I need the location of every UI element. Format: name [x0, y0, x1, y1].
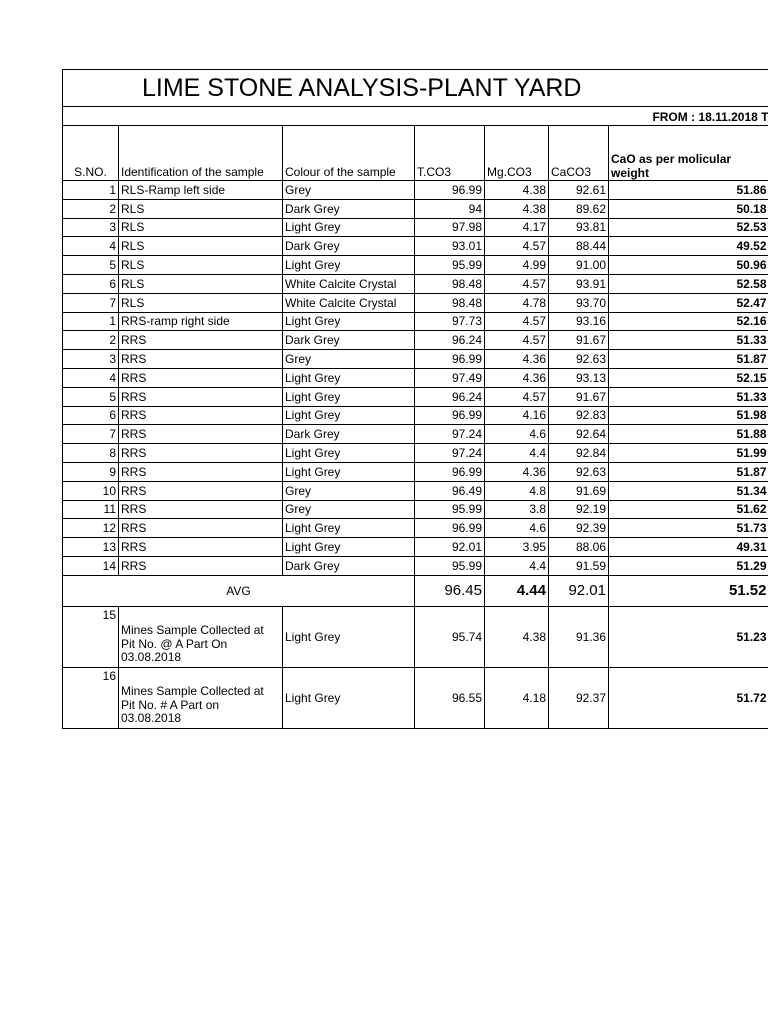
header-mgco3: Mg.CO3 — [485, 126, 549, 181]
sno-cell: 2 — [63, 331, 119, 350]
cao-cell: 51.99 — [609, 444, 768, 463]
header-row — [63, 126, 768, 181]
cao-cell: 52.58 — [609, 274, 768, 293]
table-row — [63, 519, 768, 538]
table-row — [63, 274, 768, 293]
sno-cell: 16 — [63, 667, 119, 728]
colour-cell: Light Grey — [283, 444, 415, 463]
mines-sample-row — [63, 667, 768, 728]
mgco3-cell: 4.36 — [485, 350, 549, 369]
cao-cell: 51.23 — [609, 606, 768, 667]
identification-cell: RRS — [119, 462, 283, 481]
mgco3-cell: 4.38 — [485, 181, 549, 200]
caco3-cell: 88.44 — [549, 237, 609, 256]
cao-cell: 51.86 — [609, 181, 768, 200]
caco3-cell: 93.16 — [549, 312, 609, 331]
tco3-cell: 97.73 — [415, 312, 485, 331]
colour-cell: Light Grey — [283, 462, 415, 481]
cao-cell: 51.33 — [609, 331, 768, 350]
caco3-cell: 92.83 — [549, 406, 609, 425]
table-row — [63, 481, 768, 500]
table-row — [63, 406, 768, 425]
identification-cell: RLS — [119, 274, 283, 293]
cao-cell: 52.53 — [609, 218, 768, 237]
title-row — [63, 70, 768, 107]
sno-cell: 7 — [63, 293, 119, 312]
caco3-cell: 91.67 — [549, 331, 609, 350]
colour-cell: Light Grey — [283, 538, 415, 557]
colour-cell: Light Grey — [283, 606, 415, 667]
identification-cell: RLS-Ramp left side — [119, 181, 283, 200]
tco3-cell: 96.99 — [415, 462, 485, 481]
cao-cell: 51.87 — [609, 350, 768, 369]
caco3-cell: 92.63 — [549, 462, 609, 481]
colour-cell: Dark Grey — [283, 199, 415, 218]
tco3-cell: 95.74 — [415, 606, 485, 667]
mgco3-cell: 3.8 — [485, 500, 549, 519]
table-row — [63, 538, 768, 557]
tco3-cell: 96.49 — [415, 481, 485, 500]
caco3-cell: 93.70 — [549, 293, 609, 312]
cao-cell: 51.73 — [609, 519, 768, 538]
sno-cell: 2 — [63, 199, 119, 218]
table-row — [63, 556, 768, 575]
mgco3-cell: 4.57 — [485, 237, 549, 256]
identification-cell: RRS-ramp right side — [119, 312, 283, 331]
header-identification: Identification of the sample — [119, 126, 283, 181]
table-row — [63, 462, 768, 481]
sno-cell: 13 — [63, 538, 119, 557]
caco3-cell: 93.13 — [549, 368, 609, 387]
cao-cell: 51.62 — [609, 500, 768, 519]
identification-cell: RRS — [119, 538, 283, 557]
identification-cell: RRS — [119, 387, 283, 406]
colour-cell: Light Grey — [283, 312, 415, 331]
caco3-cell: 93.91 — [549, 274, 609, 293]
table-row — [63, 237, 768, 256]
date-row — [63, 107, 768, 126]
sno-cell: 10 — [63, 481, 119, 500]
cao-cell: 50.18 — [609, 199, 768, 218]
colour-cell: Grey — [283, 500, 415, 519]
sno-cell: 6 — [63, 274, 119, 293]
tco3-cell: 95.99 — [415, 256, 485, 275]
analysis-table — [62, 69, 768, 729]
identification-cell: RRS — [119, 350, 283, 369]
colour-cell: Dark Grey — [283, 556, 415, 575]
cao-cell: 51.72 — [609, 667, 768, 728]
caco3-cell: 91.00 — [549, 256, 609, 275]
identification-cell: RRS — [119, 519, 283, 538]
mgco3-cell: 4.6 — [485, 519, 549, 538]
sno-cell: 15 — [63, 606, 119, 667]
sno-cell: 4 — [63, 368, 119, 387]
colour-cell: Dark Grey — [283, 425, 415, 444]
identification-cell: RRS — [119, 444, 283, 463]
cao-cell: 52.16 — [609, 312, 768, 331]
mgco3-cell: 4.36 — [485, 368, 549, 387]
caco3-cell: 88.06 — [549, 538, 609, 557]
tco3-cell: 95.99 — [415, 556, 485, 575]
table-row — [63, 387, 768, 406]
sno-cell: 6 — [63, 406, 119, 425]
caco3-cell: 91.59 — [549, 556, 609, 575]
header-tco3: T.CO3 — [415, 126, 485, 181]
sno-cell: 5 — [63, 256, 119, 275]
mgco3-cell: 3.95 — [485, 538, 549, 557]
tco3-cell: 93.01 — [415, 237, 485, 256]
tco3-cell: 96.99 — [415, 181, 485, 200]
tco3-cell: 92.01 — [415, 538, 485, 557]
caco3-cell: 92.39 — [549, 519, 609, 538]
identification-cell: RRS — [119, 406, 283, 425]
mgco3-cell: 4.16 — [485, 406, 549, 425]
mgco3-cell: 4.4 — [485, 556, 549, 575]
sno-cell: 1 — [63, 181, 119, 200]
mgco3-cell: 4.36 — [485, 462, 549, 481]
cao-cell: 52.15 — [609, 368, 768, 387]
colour-cell: Light Grey — [283, 218, 415, 237]
caco3-cell: 91.36 — [549, 606, 609, 667]
caco3-cell: 92.84 — [549, 444, 609, 463]
table-row — [63, 350, 768, 369]
sno-cell: 14 — [63, 556, 119, 575]
identification-cell: RLS — [119, 237, 283, 256]
table-row — [63, 256, 768, 275]
tco3-cell: 95.99 — [415, 500, 485, 519]
caco3-cell: 92.19 — [549, 500, 609, 519]
caco3-cell: 89.62 — [549, 199, 609, 218]
header-caco3: CaCO3 — [549, 126, 609, 181]
sno-cell: 3 — [63, 350, 119, 369]
sno-cell: 1 — [63, 312, 119, 331]
tco3-cell: 97.24 — [415, 425, 485, 444]
table-row — [63, 218, 768, 237]
avg-label: AVG — [63, 575, 415, 606]
table-row — [63, 181, 768, 200]
colour-cell: Grey — [283, 481, 415, 500]
cao-cell: 49.31 — [609, 538, 768, 557]
mgco3-cell: 4.17 — [485, 218, 549, 237]
tco3-cell: 96.99 — [415, 406, 485, 425]
cao-cell: 51.29 — [609, 556, 768, 575]
sno-cell: 4 — [63, 237, 119, 256]
colour-cell: Light Grey — [283, 368, 415, 387]
avg-tco3: 96.45 — [415, 575, 485, 606]
tco3-cell: 96.24 — [415, 331, 485, 350]
colour-cell: Grey — [283, 181, 415, 200]
tco3-cell: 97.98 — [415, 218, 485, 237]
tco3-cell: 97.49 — [415, 368, 485, 387]
table-row — [63, 500, 768, 519]
tco3-cell: 94 — [415, 199, 485, 218]
mgco3-cell: 4.38 — [485, 606, 549, 667]
cao-cell: 49.52 — [609, 237, 768, 256]
caco3-cell: 91.69 — [549, 481, 609, 500]
table-row — [63, 312, 768, 331]
sno-cell: 5 — [63, 387, 119, 406]
sno-cell: 7 — [63, 425, 119, 444]
avg-caco3: 92.01 — [549, 575, 609, 606]
colour-cell: Dark Grey — [283, 237, 415, 256]
caco3-cell: 93.81 — [549, 218, 609, 237]
identification-cell: RRS — [119, 481, 283, 500]
page-title: LIME STONE ANALYSIS-PLANT YARD — [63, 70, 768, 107]
caco3-cell: 92.64 — [549, 425, 609, 444]
header-cao: CaO as per molicular weight — [609, 126, 768, 181]
colour-cell: Grey — [283, 350, 415, 369]
date-range: FROM : 18.11.2018 T — [63, 107, 768, 126]
colour-cell: Light Grey — [283, 519, 415, 538]
mgco3-cell: 4.6 — [485, 425, 549, 444]
identification-cell: Mines Sample Collected at Pit No. # A Part on 03.08.2018 — [119, 667, 283, 728]
table-row — [63, 444, 768, 463]
table-row — [63, 331, 768, 350]
cao-cell: 51.88 — [609, 425, 768, 444]
caco3-cell: 91.67 — [549, 387, 609, 406]
tco3-cell: 96.55 — [415, 667, 485, 728]
identification-cell: RLS — [119, 199, 283, 218]
avg-cao: 51.52 — [609, 575, 768, 606]
mgco3-cell: 4.57 — [485, 274, 549, 293]
colour-cell: Light Grey — [283, 256, 415, 275]
tco3-cell: 97.24 — [415, 444, 485, 463]
identification-cell: RRS — [119, 425, 283, 444]
identification-cell: RLS — [119, 218, 283, 237]
cao-cell: 50.96 — [609, 256, 768, 275]
tco3-cell: 96.99 — [415, 350, 485, 369]
colour-cell: Dark Grey — [283, 331, 415, 350]
cao-cell: 51.98 — [609, 406, 768, 425]
identification-cell: RRS — [119, 368, 283, 387]
tco3-cell: 98.48 — [415, 274, 485, 293]
avg-row — [63, 575, 768, 606]
tco3-cell: 96.24 — [415, 387, 485, 406]
identification-cell: RRS — [119, 331, 283, 350]
mgco3-cell: 4.18 — [485, 667, 549, 728]
sno-cell: 3 — [63, 218, 119, 237]
mgco3-cell: 4.57 — [485, 387, 549, 406]
header-colour: Colour of the sample — [283, 126, 415, 181]
tco3-cell: 96.99 — [415, 519, 485, 538]
mines-sample-row — [63, 606, 768, 667]
cao-cell: 52.47 — [609, 293, 768, 312]
colour-cell: Light Grey — [283, 406, 415, 425]
cao-cell: 51.33 — [609, 387, 768, 406]
identification-cell: RLS — [119, 293, 283, 312]
colour-cell: White Calcite Crystal — [283, 274, 415, 293]
colour-cell: Light Grey — [283, 667, 415, 728]
mgco3-cell: 4.4 — [485, 444, 549, 463]
identification-cell: Mines Sample Collected at Pit No. @ A Part On 03.08.2018 — [119, 606, 283, 667]
table-row — [63, 293, 768, 312]
spreadsheet — [62, 69, 768, 729]
sno-cell: 9 — [63, 462, 119, 481]
sno-cell: 11 — [63, 500, 119, 519]
identification-cell: RLS — [119, 256, 283, 275]
mgco3-cell: 4.57 — [485, 331, 549, 350]
table-row — [63, 368, 768, 387]
colour-cell: White Calcite Crystal — [283, 293, 415, 312]
caco3-cell: 92.37 — [549, 667, 609, 728]
header-sno: S.NO. — [63, 126, 119, 181]
mgco3-cell: 4.57 — [485, 312, 549, 331]
mgco3-cell: 4.78 — [485, 293, 549, 312]
sno-cell: 8 — [63, 444, 119, 463]
caco3-cell: 92.61 — [549, 181, 609, 200]
cao-cell: 51.87 — [609, 462, 768, 481]
table-row — [63, 199, 768, 218]
colour-cell: Light Grey — [283, 387, 415, 406]
tco3-cell: 98.48 — [415, 293, 485, 312]
avg-mgco3: 4.44 — [485, 575, 549, 606]
table-row — [63, 425, 768, 444]
caco3-cell: 92.63 — [549, 350, 609, 369]
identification-cell: RRS — [119, 556, 283, 575]
identification-cell: RRS — [119, 500, 283, 519]
mgco3-cell: 4.38 — [485, 199, 549, 218]
mgco3-cell: 4.8 — [485, 481, 549, 500]
sno-cell: 12 — [63, 519, 119, 538]
cao-cell: 51.34 — [609, 481, 768, 500]
mgco3-cell: 4.99 — [485, 256, 549, 275]
